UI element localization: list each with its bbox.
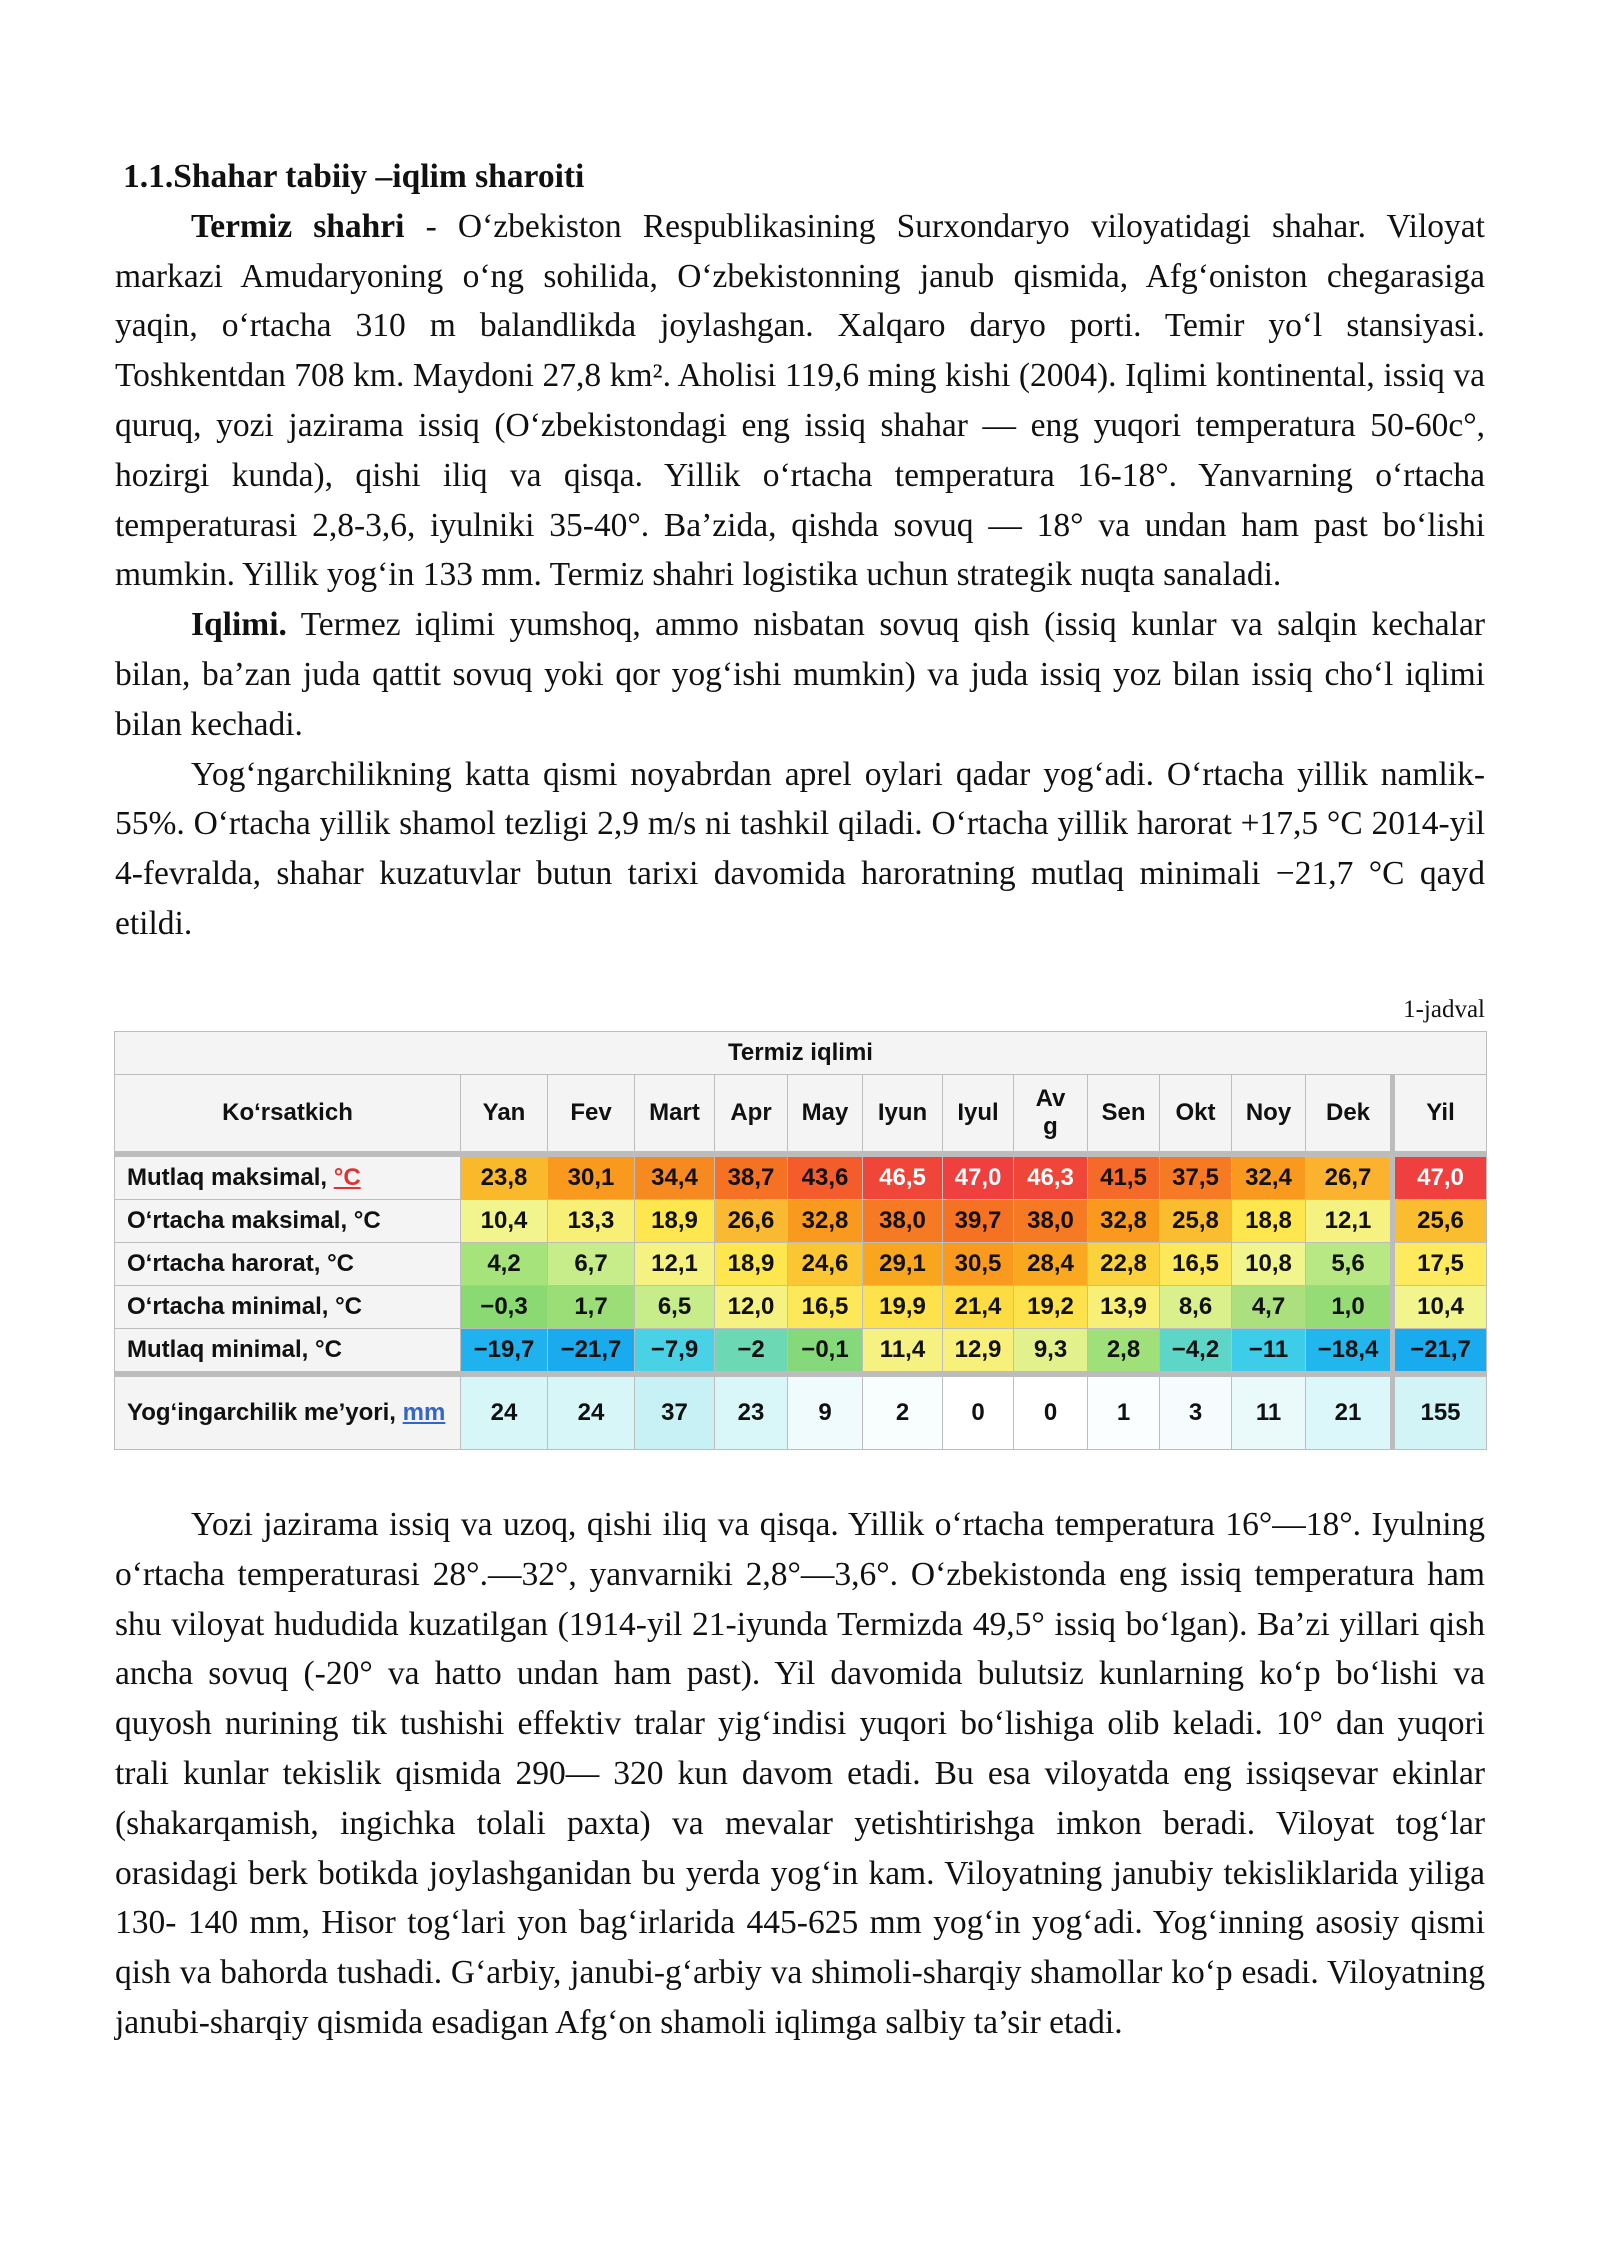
table-header-row — [115, 1075, 1487, 1152]
table-cell: −4,2 — [1160, 1329, 1232, 1372]
paragraph-iqlimi-body: Termez iqlimi yumshoq, ammo nisbatan sovuq qish (issiq kunlar va salqin kechalar bilan, ba’zan juda qattit sovuq yoki qor yog‘ishi mumkin) va juda issiq yoz bilan issiq cho‘l iqlimi bilan kechadi. — [115, 606, 1485, 743]
table-row — [115, 1377, 1487, 1450]
table-cell: 1,7 — [548, 1286, 635, 1329]
table-cell: 30,1 — [548, 1157, 635, 1200]
table-cell: 10,4 — [461, 1200, 548, 1243]
table-cell: 24,6 — [788, 1243, 863, 1286]
table-cell: 0 — [1014, 1377, 1088, 1450]
paragraph-iqlimi-lead: Iqlimi. — [191, 606, 287, 644]
row-label: Mutlaq minimal, °C — [115, 1329, 461, 1372]
table-cell: 16,5 — [1160, 1243, 1232, 1286]
table-cell: 32,8 — [788, 1200, 863, 1243]
table-cell: 37,5 — [1160, 1157, 1232, 1200]
unit-link[interactable]: °C — [333, 1164, 361, 1191]
table-cell: 4,2 — [461, 1243, 548, 1286]
table-cell: 12,9 — [943, 1329, 1014, 1372]
year-header: Yil — [1393, 1075, 1487, 1152]
table-cell: 23 — [715, 1377, 788, 1450]
table-cell: 38,0 — [1014, 1200, 1088, 1243]
table-cell: 5,6 — [1306, 1243, 1393, 1286]
row-label: Yog‘ingarchilik me’yori, mm — [115, 1377, 461, 1450]
month-header-4: May — [788, 1075, 863, 1152]
month-header-3: Apr — [715, 1075, 788, 1152]
unit-link[interactable]: mm — [402, 1399, 446, 1426]
table-cell: 11,4 — [863, 1329, 943, 1372]
table-cell: 12,0 — [715, 1286, 788, 1329]
table-body — [115, 1157, 1487, 1450]
intro-section — [115, 152, 1485, 949]
table-cell: 37 — [635, 1377, 715, 1450]
table-cell: 29,1 — [863, 1243, 943, 1286]
corner-header: Ko‘rsatkich — [115, 1075, 461, 1152]
table-cell: 28,4 — [1014, 1243, 1088, 1286]
table-cell: 1 — [1088, 1377, 1160, 1450]
table-cell: 11 — [1232, 1377, 1306, 1450]
table-cell: 26,6 — [715, 1200, 788, 1243]
table-cell: 25,8 — [1160, 1200, 1232, 1243]
month-header-9: Okt — [1160, 1075, 1232, 1152]
table-cell: 2,8 — [1088, 1329, 1160, 1372]
table-cell: 4,7 — [1232, 1286, 1306, 1329]
table-cell: 41,5 — [1088, 1157, 1160, 1200]
table-cell: 39,7 — [943, 1200, 1014, 1243]
table-row — [115, 1200, 1487, 1243]
table-cell: 47,0 — [1393, 1157, 1487, 1200]
month-header-1: Fev — [548, 1075, 635, 1152]
table-cell: −18,4 — [1306, 1329, 1393, 1372]
table-cell: 32,8 — [1088, 1200, 1160, 1243]
table-cell: 9,3 — [1014, 1329, 1088, 1372]
table-cell: 3 — [1160, 1377, 1232, 1450]
table-title: Termiz iqlimi — [115, 1032, 1487, 1075]
climate-table — [114, 1031, 1487, 1450]
table-cell: 38,0 — [863, 1200, 943, 1243]
table-cell: 24 — [548, 1377, 635, 1450]
table-cell: 34,4 — [635, 1157, 715, 1200]
month-header-10: Noy — [1232, 1075, 1306, 1152]
row-label: Mutlaq maksimal, °C — [115, 1157, 461, 1200]
table-cell: −21,7 — [1393, 1329, 1487, 1372]
table-cell: 13,3 — [548, 1200, 635, 1243]
table-cell: 43,6 — [788, 1157, 863, 1200]
table-row — [115, 1243, 1487, 1286]
table-cell: 46,3 — [1014, 1157, 1088, 1200]
row-label: O‘rtacha minimal, °C — [115, 1286, 461, 1329]
paragraph-precipitation: Yog‘ngarchilikning katta qismi noyabrdan aprel oylari qadar yog‘adi. O‘rtacha yillik namlik-55%. O‘rtacha yillik shamol tezligi 2,9 m/s ni tashkil qiladi. O‘rtacha yillik harorat +17,5 °C 2014-yil 4-fevralda, shahar kuzatuvlar butun tarixi davomida haroratning mutlaq minimali −21,7 °C qayd etildi. — [115, 755, 1485, 942]
closing-section — [115, 1500, 1485, 2048]
table-cell: 9 — [788, 1377, 863, 1450]
month-header-11: Dek — [1306, 1075, 1393, 1152]
table-cell: −2 — [715, 1329, 788, 1372]
table-cell: 16,5 — [788, 1286, 863, 1329]
table-cell: 38,7 — [715, 1157, 788, 1200]
table-cell: 10,4 — [1393, 1286, 1487, 1329]
table-cell: 8,6 — [1160, 1286, 1232, 1329]
table-cell: 18,9 — [635, 1200, 715, 1243]
table-cell: 21,4 — [943, 1286, 1014, 1329]
table-cell: 22,8 — [1088, 1243, 1160, 1286]
table-caption: 1-jadval — [1403, 996, 1485, 1023]
table-cell: 19,9 — [863, 1286, 943, 1329]
table-cell: −0,3 — [461, 1286, 548, 1329]
table-cell: 47,0 — [943, 1157, 1014, 1200]
month-header-8: Sen — [1088, 1075, 1160, 1152]
table-cell: 6,5 — [635, 1286, 715, 1329]
row-label: O‘rtacha harorat, °C — [115, 1243, 461, 1286]
table-cell: −11 — [1232, 1329, 1306, 1372]
table-row — [115, 1286, 1487, 1329]
paragraph-summer: Yozi jazirama issiq va uzoq, qishi iliq va qisqa. Yillik o‘rtacha temperatura 16°—18°. Iyulning o‘rtacha temperaturasi 28°.—32°, yanvarniki 2,8°—3,6°. O‘zbekistonda eng issiq temperatura ham shu viloyat hududida kuzatilgan (1914-yil 21-iyunda Termizda 49,5° issiq bo‘lgan). Ba’zi yillari qish ancha sovuq (-20° va hatto undan ham past). Yil davomida bulutsiz kunlarning ko‘p bo‘lishi va quyosh nurining tik tushishi effektiv tralar yig‘indisi yuqori bo‘lishiga olib keladi. 10° dan yuqori trali kunlar tekislik qismida 290— 320 kun davom etadi. Bu esa viloyatda eng issiqsevar ekinlar (shakarqamish, ingichka tolali paxta) va mevalar yetishtirishga imkon beradi. Viloyat tog‘lar orasidagi berk botikda joylashganidan bu yerda yog‘in kam. Viloyatning janubiy tekisliklarida yiliga 130- 140 mm, Hisor tog‘lari yon bag‘irlarida 445-625 mm yog‘in yog‘adi. Yog‘inning asosiy qismi qish va bahorda tushadi. G‘arbiy, janubi-g‘arbiy va shimoli-sharqiy shamollar ko‘p esadi. Viloyatning janubi-sharqiy qismida esadigan Afg‘on shamoli iqlimga salbiy ta’sir etadi. — [115, 1506, 1485, 2041]
table-cell: 32,4 — [1232, 1157, 1306, 1200]
table-cell: 18,9 — [715, 1243, 788, 1286]
table-cell: −21,7 — [548, 1329, 635, 1372]
table-cell: 12,1 — [1306, 1200, 1393, 1243]
table-cell: 46,5 — [863, 1157, 943, 1200]
month-header-7: Av g — [1014, 1075, 1088, 1152]
month-header-0: Yan — [461, 1075, 548, 1152]
table-cell: 17,5 — [1393, 1243, 1487, 1286]
table-cell: 23,8 — [461, 1157, 548, 1200]
paragraph-termiz-body: - O‘zbekiston Respublikasining Surxondaryo viloyatidagi shahar. Viloyat markazi Amudaryoning o‘ng sohilida, O‘zbekistonning janub qismida, Afg‘oniston chegarasiga yaqin, o‘rtacha 310 m balandlikda joylashgan. Xalqaro daryo porti. Temir yo‘l stansiyasi. Toshkentdan 708 km. Maydoni 27,8 km². Aholisi 119,6 ming kishi (2004). Iqlimi kontinental, issiq va quruq, yozi jazirama issiq (O‘zbekistondagi eng issiq shahar — eng yuqori temperatura 50-60c°, hozirgi kunda), qishi iliq va qisqa. Yillik o‘rtacha temperatura 16-18°. Yanvarning o‘rtacha temperaturasi 2,8-3,6, iyulniki 35-40°. Ba’zida, qishda sovuq — 18° va undan ham past bo‘lishi mumkin. Yillik yog‘in 133 mm. Termiz shahri logistika uchun strategik nuqta sanaladi. — [115, 207, 1485, 594]
table-cell: 6,7 — [548, 1243, 635, 1286]
paragraph-termiz — [115, 202, 1485, 600]
table-cell: 26,7 — [1306, 1157, 1393, 1200]
month-header-2: Mart — [635, 1075, 715, 1152]
paragraph-iqlimi — [115, 600, 1485, 749]
table-row — [115, 1329, 1487, 1372]
section-heading: 1.1.Shahar tabiiy –iqlim sharoiti — [123, 158, 585, 195]
table-cell: 10,8 — [1232, 1243, 1306, 1286]
paragraph-termiz-lead: Termiz shahri — [191, 207, 405, 245]
table-cell: 1,0 — [1306, 1286, 1393, 1329]
table-cell: −7,9 — [635, 1329, 715, 1372]
row-label: O‘rtacha maksimal, °C — [115, 1200, 461, 1243]
table-cell: −0,1 — [788, 1329, 863, 1372]
table-cell: 155 — [1393, 1377, 1487, 1450]
table-cell: 24 — [461, 1377, 548, 1450]
table-cell: 19,2 — [1014, 1286, 1088, 1329]
table-cell: −19,7 — [461, 1329, 548, 1372]
table-cell: 12,1 — [635, 1243, 715, 1286]
table-row — [115, 1157, 1487, 1200]
table-cell: 21 — [1306, 1377, 1393, 1450]
month-header-5: Iyun — [863, 1075, 943, 1152]
table-cell: 0 — [943, 1377, 1014, 1450]
table-cell: 2 — [863, 1377, 943, 1450]
table-cell: 25,6 — [1393, 1200, 1487, 1243]
month-header-6: Iyul — [943, 1075, 1014, 1152]
table-cell: 30,5 — [943, 1243, 1014, 1286]
table-cell: 13,9 — [1088, 1286, 1160, 1329]
table-cell: 18,8 — [1232, 1200, 1306, 1243]
